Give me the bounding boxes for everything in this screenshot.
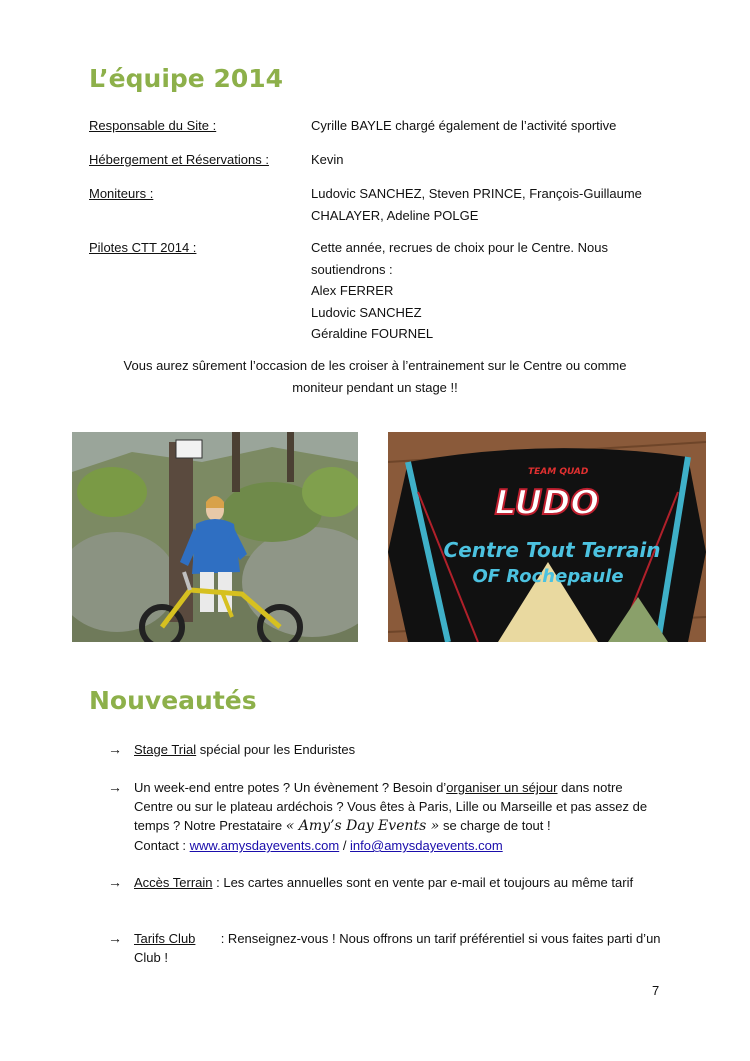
team-row-line: Ludovic SANCHEZ [311,304,422,320]
team-row-line: Cette année, recrues de choix pour le Centre. Nous [311,240,609,255]
team-row-value [311,115,671,137]
team-row-value [311,183,671,226]
terrain-access-link[interactable]: Accès Terrain [134,875,213,890]
news-item-text [134,929,664,967]
team-row-line: CHALAYER, Adeline POLGE [311,207,479,223]
jersey-team-text: TEAM QUAD [528,467,589,477]
arrow-right-icon: → [108,930,122,946]
club-rates-link[interactable]: Tarifs Club [134,931,196,946]
team-note [95,355,655,399]
jersey-name-text: LUDO [494,483,600,523]
team-row-value [311,237,671,345]
photo-jersey [388,432,706,642]
brand-name: « Amy’s Day Events » [285,818,440,834]
news-item-body: : Renseignez-vous ! Nous offrons un tarif préférentiel si vous faites parti d’un Club ! [134,931,665,965]
team-row-line: Kevin [311,152,344,167]
news-item-text [134,740,664,759]
team-row-label: Pilotes CTT 2014 : [89,240,197,255]
team-row-label: Responsable du Site : [89,118,217,133]
team-row-line: Cyrille BAYLE chargé également de l’activité sportive [311,118,617,133]
news-item-text [134,778,664,855]
arrow-right-icon: → [108,741,122,757]
team-row-line: Géraldine FOURNEL [311,326,434,341]
team-note-line: Vous aurez sûrement l’occasion de les croiser à l’entrainement sur le Centre ou comme [123,358,627,373]
contact-separator: / [339,838,351,853]
news-item-body: Un week-end entre potes ? Un évènement ? Besoin d’ [134,780,447,795]
jersey-line2-text: OF Rochepaule [472,566,624,587]
arrow-right-icon: → [108,779,122,795]
team-row-value [311,149,671,171]
email-link[interactable]: info@amysdayevents.com [350,838,503,853]
team-section-title: L’équipe 2014 [89,64,284,93]
news-item-text [134,873,664,892]
news-item-body: dans notre Centre ou sur le plateau ardéchois ? Vous êtes à Paris, Lille ou Marseille et pas assez de temps ? Notre Prestataire [134,780,648,833]
photo-jersey-image [388,432,706,642]
jersey-line1-text: Centre Tout Terrain [443,538,661,562]
website-link[interactable]: www.amysdayevents.com [189,838,340,853]
stage-trial-link[interactable]: Stage Trial [134,742,197,757]
news-item-body: se charge de tout ! [439,818,551,833]
photo-rider-forest-image [72,432,358,642]
contact-label: Contact : [134,838,190,853]
photo-rider-forest [72,432,358,642]
page-number: 7 [652,983,660,998]
news-item-body: : Les cartes annuelles sont en vente par e-mail et toujours au même tarif [212,875,634,890]
organize-stay-link[interactable]: organiser un séjour [446,780,558,795]
news-item-body: spécial pour les Enduristes [196,742,356,757]
team-row-line: Alex FERRER [311,283,394,298]
team-row-label: Moniteurs : [89,186,154,201]
team-note-line: moniteur pendant un stage !! [292,380,458,395]
arrow-right-icon: → [108,874,122,890]
team-row-line: soutiendrons : [311,261,393,277]
team-row-label: Hébergement et Réservations : [89,152,269,167]
news-section-title: Nouveautés [89,686,257,715]
team-row-line: Ludovic SANCHEZ, Steven PRINCE, François-Guillaume [311,186,642,201]
